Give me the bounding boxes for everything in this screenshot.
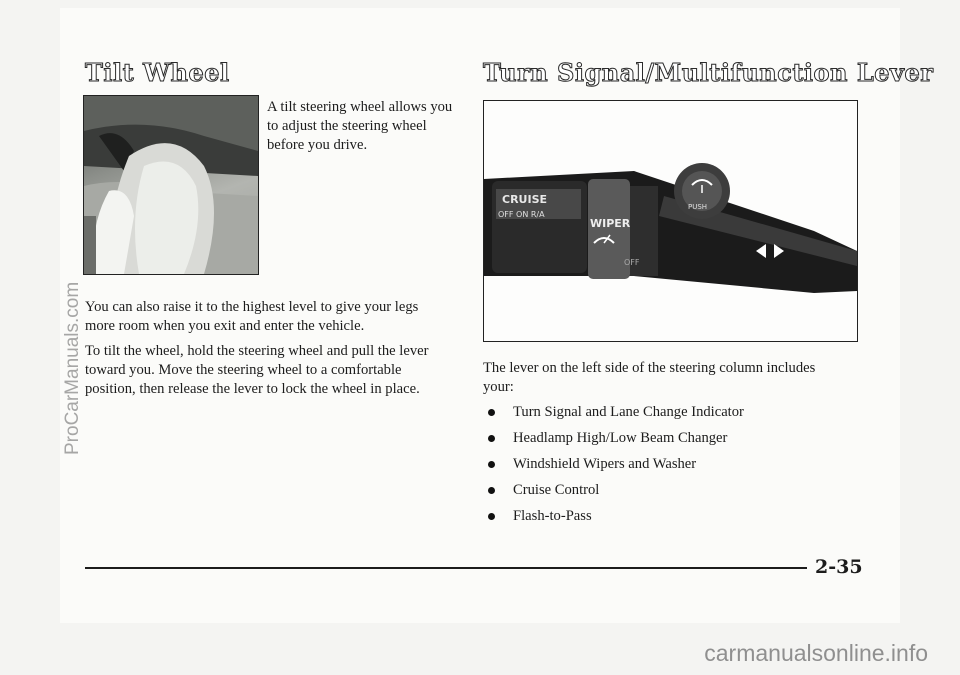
footer-rule bbox=[85, 567, 807, 569]
list-item-label: Turn Signal and Lane Change Indicator bbox=[513, 404, 744, 420]
list-item-label: Windshield Wipers and Washer bbox=[513, 456, 697, 472]
tilt-wheel-photo bbox=[83, 95, 259, 275]
lever-intro: The lever on the left side of the steering column includes your: bbox=[483, 360, 816, 395]
list-item bbox=[483, 477, 744, 503]
push-label: PUSH bbox=[688, 203, 708, 211]
tilt-wheel-paragraph-2: To tilt the wheel, hold the steering wheel and pull the lever toward you. Move the steering wheel to a comfortable position, then release the lever to lock the wheel in place. bbox=[85, 343, 429, 397]
tilt-wheel-intro: A tilt steering wheel allows you to adjust the steering wheel before you drive. bbox=[267, 99, 453, 153]
bullet-icon bbox=[488, 435, 495, 442]
bullet-icon bbox=[488, 409, 495, 416]
lever-features-list bbox=[483, 399, 744, 529]
cruise-modes-label: OFF ON R/A bbox=[498, 210, 545, 219]
list-item bbox=[483, 503, 744, 529]
side-watermark: ProCarManuals.com bbox=[62, 281, 83, 455]
list-item bbox=[483, 399, 744, 425]
cruise-label: CRUISE bbox=[502, 193, 548, 206]
list-item-label: Headlamp High/Low Beam Changer bbox=[513, 430, 728, 446]
steering-column-illustration bbox=[84, 96, 258, 274]
wiper-label: WIPER bbox=[590, 217, 631, 230]
bullet-icon bbox=[488, 461, 495, 468]
off-label: OFF bbox=[624, 258, 640, 267]
tilt-wheel-heading: Tilt Wheel bbox=[85, 58, 230, 87]
tilt-wheel-paragraph-1: You can also raise it to the highest level to give your legs more room when you exit and enter the vehicle. bbox=[85, 299, 419, 334]
list-item bbox=[483, 425, 744, 451]
list-item-label: Flash-to-Pass bbox=[513, 508, 592, 524]
bullet-icon bbox=[488, 513, 495, 520]
multifunction-lever-illustration bbox=[484, 101, 857, 341]
page-number: 2-35 bbox=[815, 556, 863, 578]
list-item bbox=[483, 451, 744, 477]
list-item-label: Cruise Control bbox=[513, 482, 600, 498]
multifunction-lever-photo bbox=[483, 100, 858, 342]
bottom-watermark: carmanualsonline.info bbox=[704, 640, 928, 666]
bullet-icon bbox=[488, 487, 495, 494]
turn-signal-heading: Turn Signal/Multifunction Lever bbox=[483, 58, 934, 87]
